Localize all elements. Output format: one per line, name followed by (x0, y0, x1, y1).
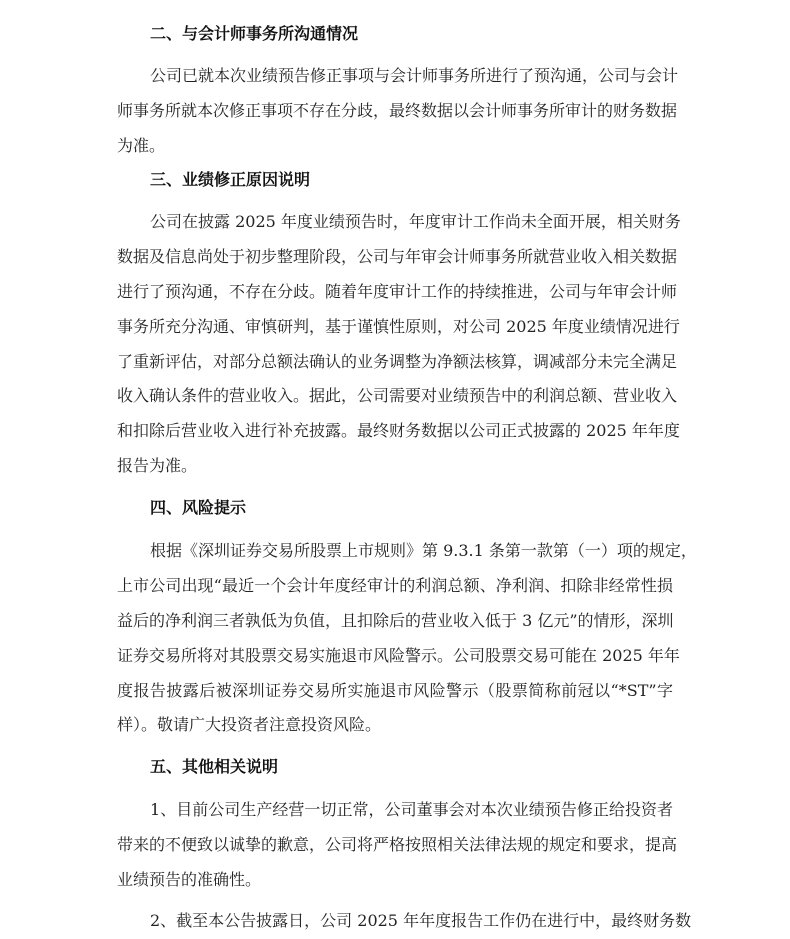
paragraph-line: 1、目前公司生产经营一切正常，公司董事会对本次业绩预告修正给投资者 (150, 800, 673, 819)
section-heading-risk-warning: 四、风险提示 (150, 498, 247, 517)
paragraph-line: 师事务所就本次修正事项不存在分歧，最终数据以会计师事务所审计的财务数据 (117, 101, 678, 120)
paragraph-line: 和扣除后营业收入进行补充披露。最终财务数据以公司正式披露的 2025 年年度 (117, 421, 680, 440)
paragraph-line: 根据《深圳证券交易所股票上市规则》第 9.3.1 条第一款第（一）项的规定， (150, 541, 697, 560)
paragraph-line: 数据及信息尚处于初步整理阶段，公司与年审会计师事务所就营业收入相关数据 (117, 247, 678, 266)
paragraph-line: 度报告披露后被深圳证券交易所实施退市风险警示（股票简称前冠以“*ST”字 (117, 681, 673, 700)
paragraph-line: 公司已就本次业绩预告修正事项与会计师事务所进行了预沟通，公司与会计 (150, 66, 679, 85)
section-heading-auditor-communication: 二、与会计师事务所沟通情况 (150, 24, 359, 43)
paragraph-line: 报告为准。 (117, 456, 198, 475)
paragraph-line: 上市公司出现“最近一个会计年度经审计的利润总额、净利润、扣除非经常性损 (117, 576, 673, 595)
section-heading-revision-reason: 三、业绩修正原因说明 (150, 170, 311, 189)
paragraph-line: 样）。敬请广大投资者注意投资风险。 (117, 715, 382, 734)
section-heading-other-notes: 五、其他相关说明 (150, 757, 279, 776)
paragraph-line: 收入确认条件的营业收入。据此，公司需要对业绩预告中的利润总额、营业收入 (117, 386, 678, 405)
paragraph-line: 为准。 (117, 136, 166, 155)
paragraph-line: 业绩预告的准确性。 (117, 870, 262, 889)
paragraph-line: 公司在披露 2025 年度业绩预告时，年度审计工作尚未全面开展，相关财务 (150, 212, 681, 231)
paragraph-line: 益后的净利润三者孰低为负值，且扣除后的营业收入低于 3 亿元”的情形，深圳 (117, 611, 674, 630)
paragraph-line: 事务所充分沟通、审慎研判，基于谨慎性原则，对公司 2025 年度业绩情况进行 (117, 317, 680, 336)
paragraph-line: 带来的不便致以诚挚的歉意，公司将严格按照相关法律法规的规定和要求，提高 (117, 835, 678, 854)
paragraph-line: 证券交易所将对其股票交易实施退市风险警示。公司股票交易可能在 2025 年年 (117, 646, 680, 665)
paragraph-line: 2、截至本公告披露日，公司 2025 年年度报告工作仍在进行中，最终财务数 (150, 911, 692, 930)
paragraph-line: 了重新评估，对部分总额法确认的业务调整为净额法核算，调减部分未完全满足 (117, 352, 678, 371)
paragraph-line: 进行了预沟通，不存在分歧。随着年度审计工作的持续推进，公司与年审会计师 (117, 282, 678, 301)
